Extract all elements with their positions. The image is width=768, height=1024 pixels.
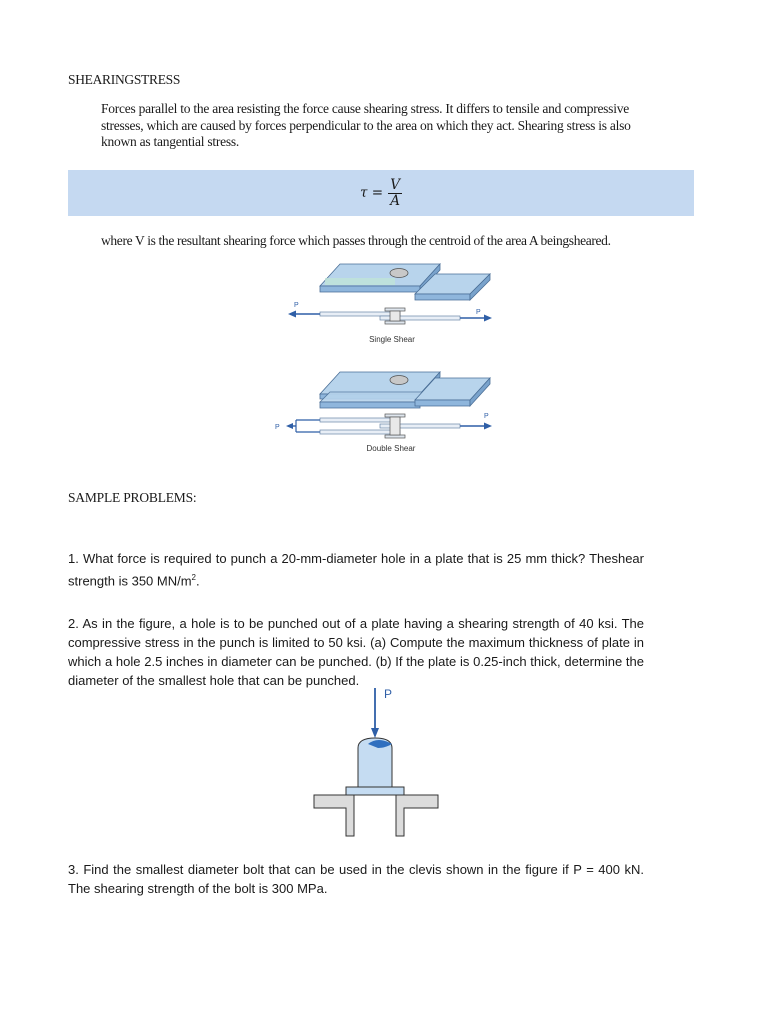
intro-paragraph: Forces parallel to the area resisting the force cause shearing stress. It differs to tensile and compressive stresses, which are caused by forces perpendicular to the area on which they act. Shearing stress is also known as tangential stress. bbox=[101, 101, 631, 149]
double-shear-caption: Double Shear bbox=[366, 444, 416, 453]
problem-1-end: . bbox=[196, 573, 200, 589]
force-label-right: P bbox=[484, 413, 489, 420]
problem-1-text: 1. What force is required to punch a 20-mm-diameter hole in a plate that is 25 mm thick? Theshear strength is 350 MN/m bbox=[68, 551, 644, 589]
force-label-left: P bbox=[275, 424, 280, 431]
punch-force-label: P bbox=[384, 687, 393, 701]
section-view bbox=[320, 414, 460, 438]
problem-2: 2. As in the figure, a hole is to be punched out of a plate having a shearing strength of 40 ksi. The compressive stress in the punch is limited to 50 ksi. (a) Compute the maximum thickness of plate in which a hole 2.5 inches in diameter can be punched. (b) If the plate is 0.25-inch thick, determine the diameter of the smallest hole that can be punched. bbox=[68, 616, 644, 688]
force-label-right: P bbox=[476, 309, 481, 316]
problem-1-superscript: 2 bbox=[191, 573, 196, 582]
single-shear-caption: Single Shear bbox=[369, 335, 415, 344]
formula-numerator: V bbox=[390, 176, 400, 193]
single-shear-figure bbox=[280, 258, 510, 350]
punch-force-arrow bbox=[371, 688, 379, 738]
punch-figure bbox=[312, 686, 442, 838]
problem-3: 3. Find the smallest diameter bolt that can be used in the clevis shown in the figure if P = 400 kN. The shearing strength of the bolt is 300 MPa. bbox=[68, 862, 644, 896]
die bbox=[314, 795, 438, 836]
bottom-plate bbox=[320, 392, 430, 408]
double-shear-figure bbox=[270, 366, 510, 458]
sample-problems-heading: SAMPLE PROBLEMS: bbox=[68, 490, 197, 505]
section-heading: SHEARINGSTRESS bbox=[68, 72, 181, 87]
force-label-left: P bbox=[294, 302, 299, 309]
shear-stress-formula bbox=[360, 170, 402, 216]
plate bbox=[346, 787, 404, 795]
formula-denominator: A bbox=[390, 192, 400, 209]
force-arrow-left bbox=[288, 311, 320, 318]
problem-1 bbox=[68, 549, 644, 590]
formula-fraction bbox=[388, 178, 402, 209]
section-view bbox=[320, 308, 460, 324]
force-arrow-right bbox=[460, 423, 492, 430]
where-paragraph: where V is the resultant shearing force which passes through the centroid of the area A beingsheared. bbox=[101, 233, 611, 248]
punch bbox=[358, 738, 392, 787]
force-arrow-left bbox=[286, 420, 320, 432]
formula-lhs: τ = bbox=[360, 185, 384, 201]
